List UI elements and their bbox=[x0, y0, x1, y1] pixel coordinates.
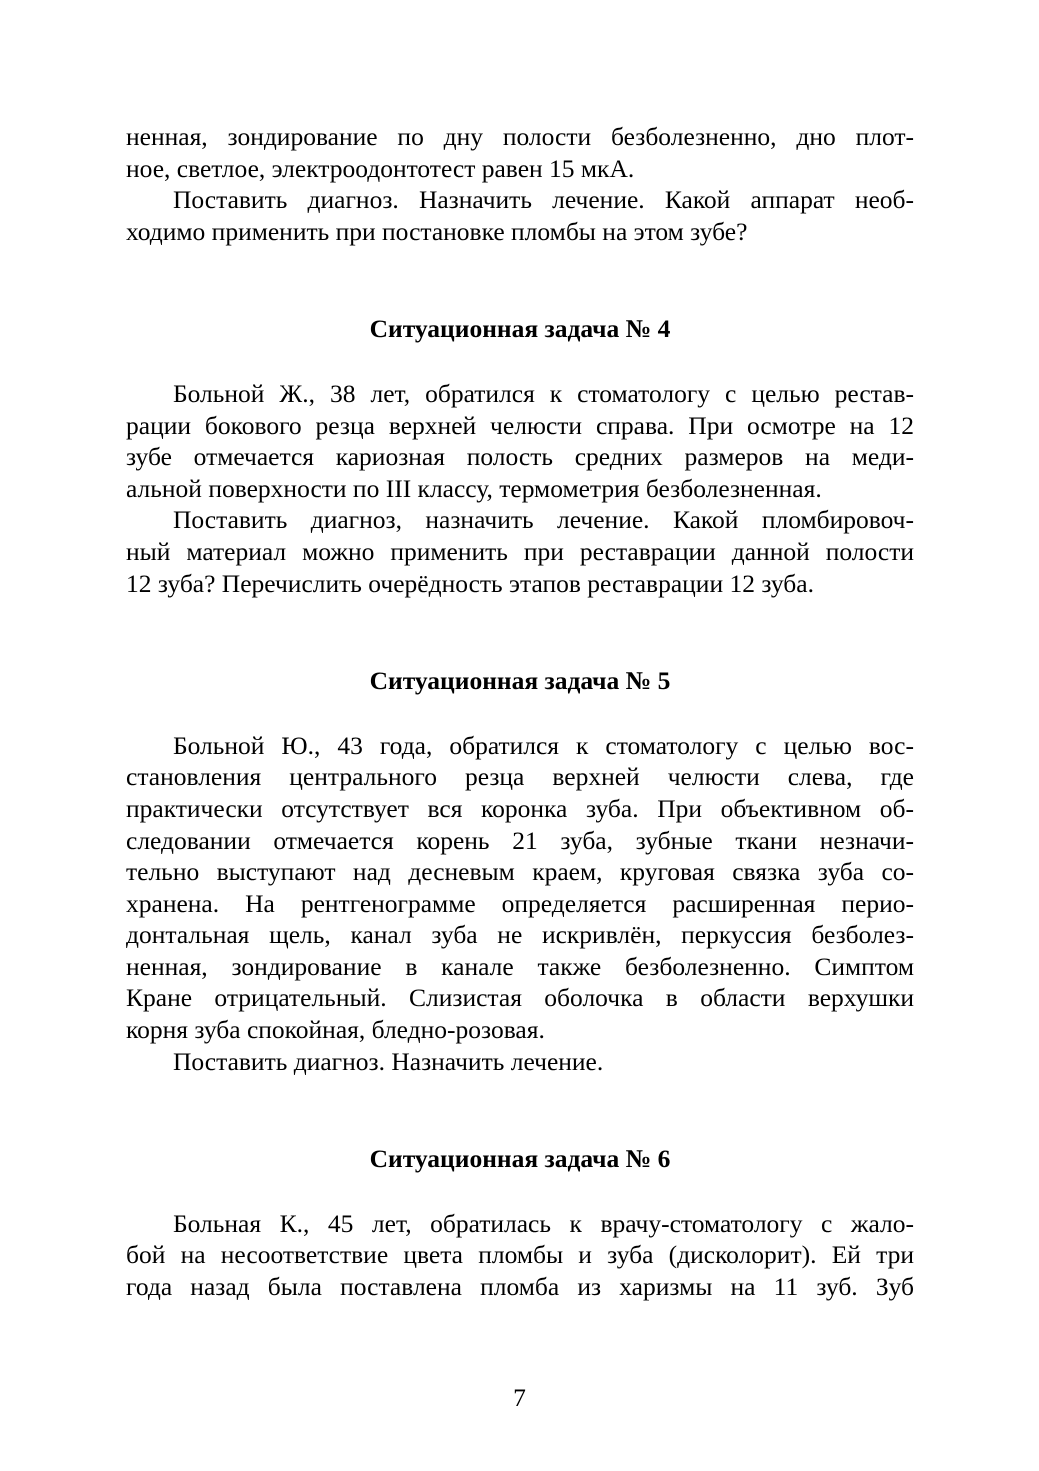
text-line: альной поверхности по III классу, термометрия безболезненная. bbox=[126, 473, 822, 503]
continuation-question bbox=[126, 184, 914, 247]
text-line: Больной Ж., 38 лет, обратился к стоматологу с целью рестав- bbox=[173, 378, 914, 408]
page-content bbox=[126, 121, 914, 1303]
text-line: ходимо применить при постановке пломбы на этом зубе? bbox=[126, 216, 748, 246]
text-line: хранена. На рентгенограмме определяется расширенная перио- bbox=[126, 888, 914, 918]
text-line: Поставить диагноз. Назначить лечение. bbox=[173, 1046, 604, 1076]
task-4-question bbox=[126, 504, 914, 599]
text-line: Больной Ю., 43 года, обратился к стоматологу с целью вос- bbox=[173, 730, 914, 760]
text-line: становления центрального резца верхней челюсти слева, где bbox=[126, 762, 914, 792]
task-5-title: Ситуационная задача № 5 bbox=[369, 666, 671, 696]
task-4-paragraph bbox=[126, 378, 914, 504]
task-6-title: Ситуационная задача № 6 bbox=[369, 1144, 671, 1174]
task-4-title: Ситуационная задача № 4 bbox=[369, 314, 671, 344]
text-line: зубе отмечается кариозная полость средних размеров на меди- bbox=[126, 442, 914, 472]
text-line: практически отсутствует вся коронка зуба. При объективном об- bbox=[126, 793, 914, 823]
text-line: рации бокового резца верхней челюсти справа. При осмотре на 12 bbox=[126, 410, 914, 440]
text-line: корня зуба спокойная, бледно-розовая. bbox=[126, 1015, 545, 1045]
text-line: Кране отрицательный. Слизистая оболочка в области верхушки bbox=[126, 983, 914, 1013]
text-line: Больная К., 45 лет, обратилась к врачу-стоматологу с жало- bbox=[173, 1208, 914, 1238]
text-line: ное, светлое, электроодонтотест равен 15 мкА. bbox=[126, 153, 635, 183]
text-line: ный материал можно применить при реставрации данной полости bbox=[126, 536, 914, 566]
task-6-paragraph bbox=[126, 1208, 914, 1303]
text-line: ненная, зондирование в канале также безболезненно. Симптом bbox=[126, 951, 914, 981]
text-line: года назад была поставлена пломба из харизмы на 11 зуб. Зуб bbox=[126, 1272, 914, 1302]
text-line: донтальная щель, канал зуба не искривлён, перкуссия безболез- bbox=[126, 920, 914, 950]
page-number: 7 bbox=[513, 1383, 526, 1412]
text-line: Поставить диагноз, назначить лечение. Какой пломбировоч- bbox=[173, 505, 914, 535]
text-line: следовании отмечается корень 21 зуба, зубные ткани незначи- bbox=[126, 825, 914, 855]
task-5-paragraph bbox=[126, 730, 914, 1046]
text-line: Поставить диагноз. Назначить лечение. Какой аппарат необ- bbox=[173, 185, 914, 215]
text-line: бой на несоответствие цвета пломбы и зуба (дисколорит). Ей три bbox=[126, 1240, 914, 1270]
text-line: 12 зуба? Перечислить очерёдность этапов реставрации 12 зуба. bbox=[126, 568, 814, 598]
continuation-paragraph bbox=[126, 121, 914, 184]
text-line: ненная, зондирование по дну полости безболезненно, дно плот- bbox=[126, 122, 914, 151]
task-5-question bbox=[126, 1046, 914, 1078]
text-line: тельно выступают над десневым краем, круговая связка зуба со- bbox=[126, 857, 914, 887]
